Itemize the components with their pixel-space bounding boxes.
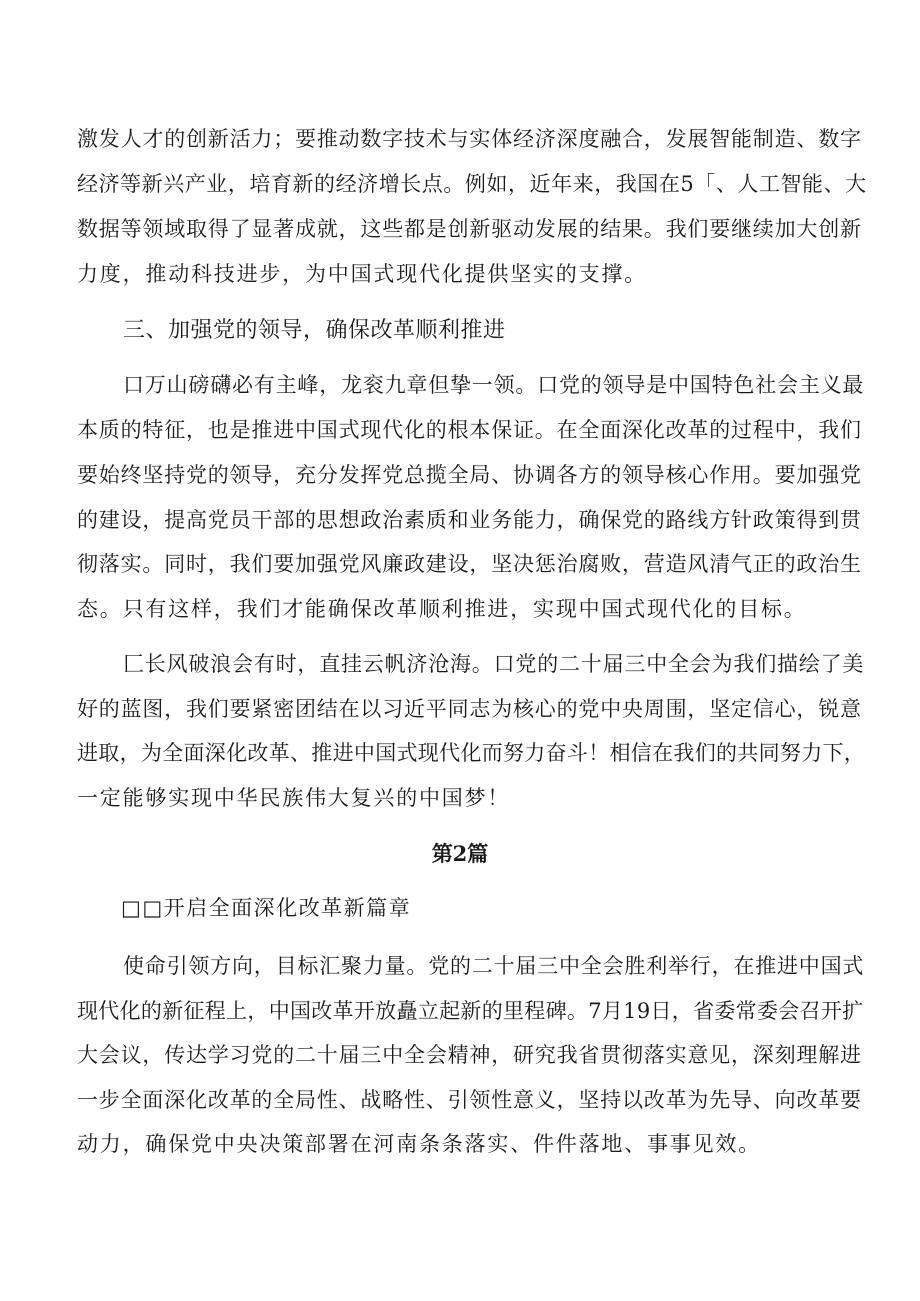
para2-line-5: 彻落实。同时，我们要加强党风廉政建设，坚决惩治腐败，营造风清气正的政治生: [77, 552, 862, 576]
para2-line-1: 口万山磅礴必有主峰，龙衮九章但挚一领。口党的领导是中国特色社会主义最: [123, 373, 865, 397]
para3-line-4: 一定能够实现中华民族伟大复兴的中国梦！: [77, 786, 511, 810]
part2-subtitle: □□开启全面深化改革新篇章: [121, 896, 412, 920]
para2-line-3: 要始终坚持党的领导，充分发挥党总揽全局、协调各方的领导核心作用。要加强党: [77, 463, 862, 487]
section-heading-3: 三、加强党的领导，确保改革顺利推进: [123, 318, 506, 343]
para3-line-1: 匚长风破浪会有时，直挂云帆济沧海。口党的二十届三中全会为我们描绘了美: [123, 652, 865, 676]
para1-line-4: 力度，推动科技进步，为中国式现代化提供坚实的支撑。: [77, 262, 647, 286]
para4-line-5: 动力，确保党中央决策部署在河南条条落实、件件落地、事事见效。: [77, 1132, 761, 1156]
para4-line-1: 使命引领方向，目标汇聚力量。党的二十届三中全会胜利举行，在推进中国式: [123, 954, 865, 978]
para1-line-2: 经济等新兴产业，培育新的经济增长点。例如，近年来，我国在5「、人工智能、大: [77, 172, 867, 196]
para2-line-4: 的建设，提高党员干部的思想政治素质和业务能力，确保党的路线方针政策得到贯: [77, 508, 862, 532]
para4-line-2: 现代化的新征程上，中国改革开放矗立起新的里程碑。7月19日，省委常委会召开扩: [77, 999, 864, 1023]
para3-line-2: 好的蓝图，我们要紧密团结在以习近平同志为核心的党中央周围，坚定信心，锐意: [77, 697, 862, 721]
para2-line-2: 本质的特征，也是推进中国式现代化的根本保证。在全面深化改革的过程中，我们: [77, 418, 862, 442]
para4-line-3: 大会议，传达学习党的二十届三中全会精神，研究我省贯彻落实意见，深刻理解进: [77, 1043, 862, 1067]
part2-title: 第2篇: [431, 841, 489, 866]
para4-line-4: 一步全面深化改革的全局性、战略性、引领性意义，坚持以改革为先导、向改革要: [77, 1088, 862, 1112]
para3-line-3: 进取，为全面深化改革、推进中国式现代化而努力奋斗！相信在我们的共同努力下，: [77, 741, 866, 765]
para1-line-3: 数据等领域取得了显著成就，这些都是创新驱动发展的结果。我们要继续加大创新: [77, 217, 862, 241]
para2-line-6: 态。只有这样，我们才能确保改革顺利推进，实现中国式现代化的目标。: [77, 597, 807, 621]
para1-line-1: 激发人才的创新活力；要推动数字技术与实体经济深度融合，发展智能制造、数字: [77, 127, 862, 151]
